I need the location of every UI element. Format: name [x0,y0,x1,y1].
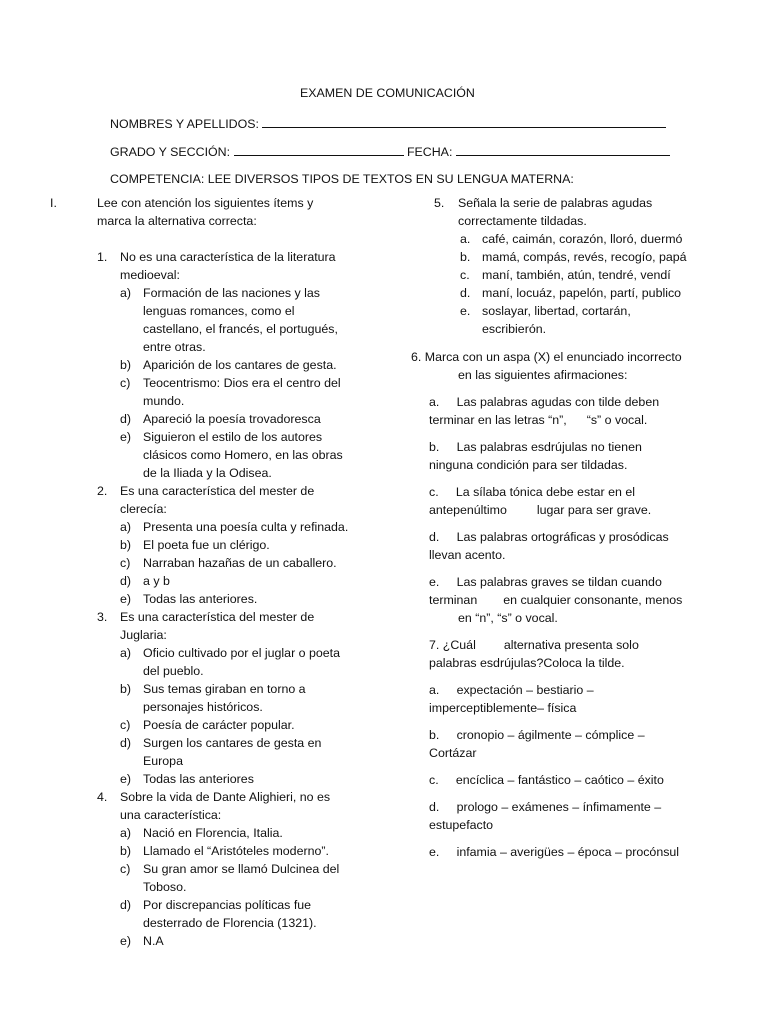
section-intro-line-2: marca la alternativa correcta: [97,214,257,228]
option-letter: c) [120,556,131,570]
option-text: infamia – averigües – época – procónsul [456,845,680,859]
option-letter: a. [429,395,440,409]
question-5 [404,194,724,230]
option-letter: e) [120,934,132,948]
question-text: Es una característica del mester de [120,484,315,498]
q4-option-c[interactable] [50,860,370,896]
option-text: Por discrepancias políticas fue [143,898,312,912]
option-letter: b) [120,844,132,858]
option-text: personajes históricos. [143,700,263,714]
option-text: Todas las anteriores [143,772,254,786]
question-text: 7. ¿Cuál [429,638,476,652]
option-text: Su gran amor se llamó Dulcinea del [143,862,340,876]
option-letter: e. [429,845,440,859]
question-text: en las siguientes afirmaciones: [458,368,628,382]
option-text: La sílaba tónica debe estar en el [455,485,635,499]
question-text: Juglaria: [120,628,167,642]
option-text: antepenúltimo [429,503,507,517]
option-text: Llamado el “Aristóteles moderno”. [143,844,329,858]
option-letter: c) [120,862,131,876]
question-7 [404,636,724,672]
question-text: No es una característica de la literatura [120,250,336,264]
q7-option-d[interactable] [404,798,724,834]
section-numeral: I. [50,196,57,210]
option-letter: e. [429,575,440,589]
option-letter: d) [120,412,132,426]
q5-option-b[interactable] [404,248,724,266]
option-text: Las palabras agudas con tilde deben [456,395,660,409]
q3-option-b[interactable] [50,680,370,716]
q7-option-e[interactable] [404,843,724,861]
q6-option-d[interactable] [404,528,724,564]
option-text: cronopio – ágilmente – cómplice – [456,728,645,742]
option-text: Las palabras esdrújulas no tienen [456,440,642,454]
option-letter: a) [120,826,132,840]
grade-date-row [110,142,670,161]
q2-option-d[interactable] [50,572,370,590]
option-text: terminan [429,593,478,607]
names-blank[interactable] [262,114,666,128]
option-text: lenguas romances, como el [143,304,295,318]
question-4 [50,788,370,824]
grade-label: GRADO Y SECCIÓN: [110,145,231,159]
option-letter: e) [120,772,132,786]
option-letter: c. [429,773,439,787]
q4-option-e[interactable] [50,932,370,950]
q5-option-e[interactable] [404,302,724,338]
option-text: desterrado de Florencia (1321). [143,916,317,930]
option-letter: b) [120,682,132,696]
q1-option-a[interactable] [50,284,370,356]
q5-option-a[interactable] [404,230,724,248]
option-text: Siguieron el estilo de los autores [143,430,323,444]
option-letter: d. [429,800,440,814]
option-text: castellano, el francés, el portugués, [143,322,338,336]
question-text: alternativa presenta solo [503,638,639,652]
option-letter: d) [120,736,132,750]
option-text: entre otras. [143,340,206,354]
option-text: Las palabras ortográficas y prosódicas [456,530,669,544]
q4-option-d[interactable] [50,896,370,932]
question-number: 5. [434,196,445,210]
option-text: Europa [143,754,183,768]
q2-option-c[interactable] [50,554,370,572]
question-number: 1. [97,250,108,264]
section-intro-line-1: Lee con atención los siguientes ítems y [97,196,314,210]
q2-option-a[interactable] [50,518,370,536]
option-text: estupefacto [429,818,494,832]
option-text: encíclica – fantástico – caótico – éxito [455,773,664,787]
option-text: mundo. [143,394,185,408]
question-1 [50,248,370,284]
option-text: expectación – bestiario – [456,683,594,697]
option-letter: e) [120,592,132,606]
option-text: Teocentrismo: Dios era el centro del [143,376,341,390]
option-letter: a. [429,683,440,697]
q3-option-a[interactable] [50,644,370,680]
question-number: 4. [97,790,108,804]
option-letter: a) [120,520,132,534]
q1-option-d[interactable] [50,410,370,428]
option-letter: e) [120,430,132,444]
option-text: Nació en Florencia, Italia. [143,826,283,840]
option-text: Narraban hazañas de un caballero. [143,556,337,570]
q7-option-a[interactable] [404,681,724,717]
option-letter: d. [460,286,471,300]
option-text: del pueblo. [143,664,204,678]
option-text: ninguna condición para ser tildadas. [429,458,628,472]
question-6 [404,348,724,384]
exam-title: EXAMEN DE COMUNICACIÓN [300,86,475,100]
option-letter: b. [460,250,471,264]
question-text: Señala la serie de palabras agudas [458,196,653,210]
option-text: maní, también, atún, tendré, vendí [482,268,671,282]
option-text: imperceptiblemente– física [429,701,577,715]
question-3 [50,608,370,644]
q3-option-e[interactable] [50,770,370,788]
option-text: N.A [143,934,164,948]
option-text: Sus temas giraban en torno a [143,682,306,696]
q2-option-e[interactable] [50,590,370,608]
date-blank[interactable] [456,142,670,156]
question-text: medioeval: [120,268,180,282]
q4-option-a[interactable] [50,824,370,842]
option-letter: c. [429,485,439,499]
option-text: llevan acento. [429,548,506,562]
q3-option-d[interactable] [50,734,370,770]
q7-option-b[interactable] [404,726,724,762]
q1-option-b[interactable] [50,356,370,374]
option-text: clásicos como Homero, en las obras [143,448,343,462]
q6-option-a[interactable] [404,393,724,429]
option-text: Cortázar [429,746,477,760]
option-text: Poesía de carácter popular. [143,718,295,732]
option-letter: d. [429,530,440,544]
q6-option-b[interactable] [404,438,724,474]
q1-option-c[interactable] [50,374,370,410]
option-text: Toboso. [143,880,187,894]
option-text: soslayar, libertad, cortarán, [482,304,631,318]
question-2 [50,482,370,518]
option-text: mamá, compás, revés, recogío, papá [482,250,687,264]
q4-option-b[interactable] [50,842,370,860]
option-text: Formación de las naciones y las [143,286,320,300]
option-letter: e. [460,304,471,318]
option-text: en “n”, “s” o vocal. [458,611,558,625]
question-text: correctamente tildadas. [458,214,587,228]
option-text: Surgen los cantares de gesta en [143,736,322,750]
question-text: clerecía: [120,502,167,516]
option-text: “s” o vocal. [586,413,648,427]
right-column [404,194,724,861]
option-letter: a. [460,232,471,246]
date-label: FECHA: [406,145,453,159]
q5-option-d[interactable] [404,284,724,302]
option-letter: b. [429,728,440,742]
option-text: Todas las anteriores. [143,592,258,606]
left-column [50,194,370,950]
competence-line: COMPETENCIA: LEE DIVERSOS TIPOS DE TEXTOS EN SU LENGUA MATERNA: [110,172,574,186]
q5-option-c[interactable] [404,266,724,284]
option-letter: c. [460,268,470,282]
option-text: Aparición de los cantares de gesta. [143,358,337,372]
option-text: Oficio cultivado por el juglar o poeta [143,646,340,660]
question-text: Es una característica del mester de [120,610,315,624]
option-text: café, caimán, corazón, lloró, duermó [482,232,683,246]
question-text: palabras esdrújulas?Coloca la tilde. [429,656,625,670]
option-letter: b. [429,440,440,454]
question-text: una característica: [120,808,222,822]
option-text: Presenta una poesía culta y refinada. [143,520,349,534]
option-letter: b) [120,358,132,372]
q1-option-e[interactable] [50,428,370,482]
names-label: NOMBRES Y APELLIDOS: [110,117,259,131]
option-text: escribierón. [482,322,547,336]
question-text: Sobre la vida de Dante Alighieri, no es [120,790,331,804]
option-letter: a) [120,286,132,300]
q6-option-e[interactable] [404,573,724,627]
q6-option-c[interactable] [404,483,724,519]
option-text: maní, locuáz, papelón, partí, publico [482,286,682,300]
option-letter: c) [120,718,131,732]
option-text: terminar en las letras “n”, [429,413,567,427]
option-letter: b) [120,538,132,552]
option-text: Las palabras graves se tildan cuando [456,575,662,589]
q2-option-b[interactable] [50,536,370,554]
option-letter: c) [120,376,131,390]
option-text: prologo – exámenes – ínfimamente – [456,800,662,814]
grade-blank[interactable] [234,142,404,156]
question-number: 3. [97,610,108,624]
option-text: El poeta fue un clérigo. [143,538,270,552]
option-text: a y b [143,574,170,588]
option-text: en cualquier consonante, menos [503,593,683,607]
option-text: Apareció la poesía trovadoresca [143,412,321,426]
question-number: 2. [97,484,108,498]
option-text: lugar para ser grave. [536,503,652,517]
question-text: 6. Marca con un aspa (X) el enunciado incorrecto [411,350,682,364]
option-letter: d) [120,898,132,912]
q3-option-c[interactable] [50,716,370,734]
option-text: de la Iliada y la Odisea. [143,466,272,480]
option-letter: d) [120,574,132,588]
names-row [110,114,666,133]
q7-option-c[interactable] [404,771,724,789]
option-letter: a) [120,646,132,660]
